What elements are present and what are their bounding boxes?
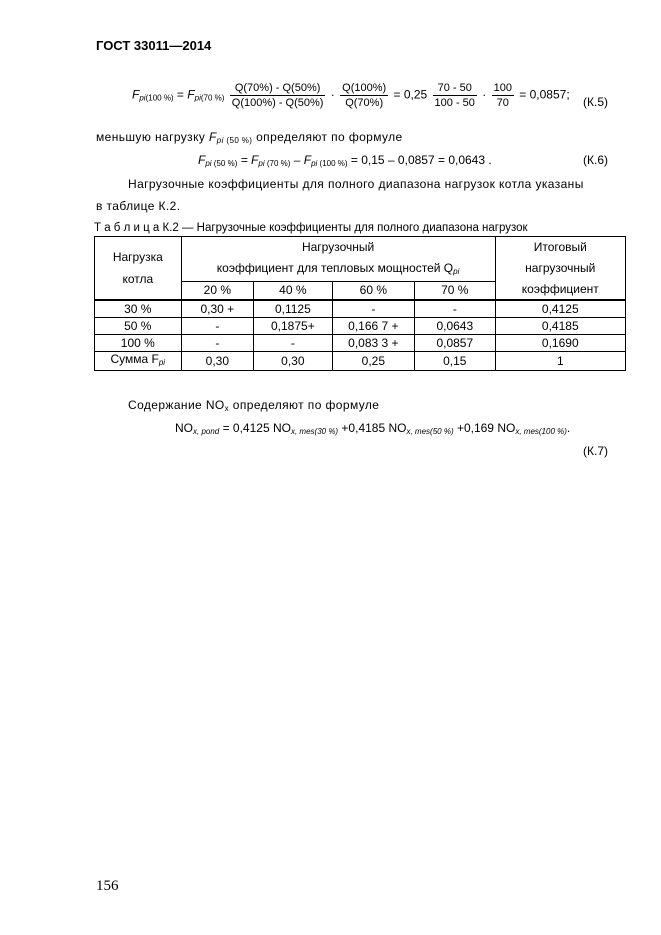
table-row — [95, 300, 626, 318]
fraction-numerator: 70 - 50 — [433, 82, 477, 96]
header-text: Нагрузка — [112, 249, 163, 264]
header-text: нагрузочный — [525, 260, 596, 275]
fraction-numerator: Q(70%) - Q(50%) — [230, 82, 326, 96]
table-row — [95, 318, 626, 335]
table-header-coef-2 — [181, 258, 495, 282]
fraction-denominator: 70 — [496, 97, 509, 109]
fraction-denominator: Q(100%) - Q(50%) — [231, 97, 324, 109]
cell-value: 0,083 3 + — [332, 335, 414, 352]
cell-value: 0,0643 — [415, 318, 496, 335]
fraction-denominator: Q(70%) — [345, 97, 384, 109]
equation-label-k6: (К.6) — [583, 153, 608, 167]
cell-total: 0,4125 — [495, 300, 625, 318]
eq-subscript: (100 %) — [317, 159, 348, 168]
eq-subscript: x, mes(100 %) — [515, 427, 567, 436]
cell-value: 0,0857 — [415, 335, 496, 352]
text-fragment: определяют по формуле — [229, 398, 380, 412]
eq-result: = 0,0857; — [515, 87, 570, 102]
fraction-1 — [230, 82, 326, 109]
col-header: 40 % — [254, 282, 333, 300]
eq-subscript: (100 %) — [145, 93, 174, 103]
eq-subscript: pi — [194, 93, 201, 103]
eq-term: . — [566, 421, 571, 435]
document-header: ГОСТ 33011—2014 — [96, 38, 212, 53]
cell-value: 0,1125 — [254, 300, 333, 318]
header-text: коэффициент для тепловых мощностей Q — [216, 260, 454, 275]
text-fragment: определяют по формуле — [252, 130, 403, 144]
table-row-sum — [95, 352, 626, 371]
eq-operator: = — [173, 87, 188, 102]
cell-total: 0,4185 — [495, 318, 625, 335]
sum-label-text: Сумма F — [110, 352, 159, 366]
header-text: Нагрузочный — [301, 240, 375, 254]
cell-value: 0,30 + — [181, 300, 253, 318]
table-caption: Т а б л и ц а К.2 — Нагрузочные коэффициенты для полного диапазона нагрузок — [94, 222, 528, 234]
cell-load: 100 % — [95, 335, 182, 352]
eq-subscript: pi — [139, 93, 146, 103]
eq-symbol: F — [187, 87, 195, 102]
eq-symbol: F — [209, 130, 217, 144]
equation-k6 — [198, 153, 492, 168]
fraction-denominator: 100 - 50 — [434, 97, 475, 109]
col-header: 60 % — [332, 282, 414, 300]
fraction-numerator: 100 — [493, 82, 512, 94]
eq-operator: = 0,25 — [390, 87, 431, 102]
paragraph-line: в таблице К.2. — [96, 199, 181, 213]
fraction-4 — [492, 82, 514, 109]
cell-sum: 0,25 — [332, 352, 414, 371]
text-line — [96, 130, 403, 145]
eq-subscript: (70 %) — [200, 93, 225, 103]
eq-subscript: (50 %) — [223, 136, 253, 145]
table-header-coef — [181, 237, 495, 259]
cell-sum-total: 1 — [495, 352, 625, 371]
table-header-total — [495, 237, 625, 301]
equation-label-k5: (К.5) — [583, 95, 608, 109]
eq-subscript: x, pond — [193, 427, 220, 436]
eq-term: +0,4185 NO — [338, 421, 407, 435]
header-text: котла — [122, 271, 154, 286]
eq-subscript: (50 %) — [211, 159, 238, 168]
cell-total: 0,1690 — [495, 335, 625, 352]
fraction-2 — [340, 82, 388, 109]
cell-sum: 0,30 — [181, 352, 253, 371]
equation-label-k7: (К.7) — [583, 444, 608, 458]
eq-subscript: pi — [216, 136, 224, 145]
eq-subscript: (70 %) — [264, 159, 291, 168]
eq-symbol: F — [132, 87, 140, 102]
paragraph-line: Нагрузочные коэффициенты для полного диапазона нагрузок котла указаны — [128, 177, 584, 191]
cell-value: - — [254, 335, 333, 352]
text-fragment: Содержание NO — [128, 398, 225, 412]
text-fragment: меньшую нагрузку — [96, 130, 210, 144]
cell-value: - — [181, 335, 253, 352]
cell-value: - — [415, 300, 496, 318]
fraction-3 — [433, 82, 477, 109]
cell-sum-label — [95, 352, 182, 371]
eq-operator: · — [478, 87, 490, 102]
eq-symbol: – F — [290, 153, 312, 167]
table-row — [95, 335, 626, 352]
eq-term: = 0,4125 NO — [219, 421, 291, 435]
page-number: 156 — [96, 878, 119, 894]
cell-load: 50 % — [95, 318, 182, 335]
cell-value: 0,166 7 + — [332, 318, 414, 335]
header-text: Итоговый — [533, 239, 587, 254]
cell-sum: 0,15 — [415, 352, 496, 371]
eq-result: = 0,15 – 0,0857 = 0,0643 . — [347, 153, 492, 167]
cell-value: 0,1875+ — [254, 318, 333, 335]
eq-subscript: pi — [311, 159, 318, 168]
table-k2 — [94, 236, 626, 371]
eq-symbol: = F — [237, 153, 259, 167]
col-header: 70 % — [415, 282, 496, 300]
text-subscript: x — [224, 404, 230, 413]
header-subscript: pi — [453, 266, 460, 276]
eq-subscript: x, mes(50 %) — [406, 427, 454, 436]
col-header: 20 % — [181, 282, 253, 300]
eq-subscript: pi — [205, 159, 212, 168]
eq-symbol: F — [198, 153, 206, 167]
paragraph-line — [128, 398, 379, 413]
eq-subscript: pi — [258, 159, 265, 168]
eq-symbol: NO — [175, 421, 193, 435]
eq-operator: · — [327, 87, 339, 102]
eq-subscript: x, mes(30 %) — [290, 427, 339, 436]
sum-label-subscript: pi — [158, 358, 166, 367]
equation-k5 — [132, 82, 570, 109]
equation-k7 — [175, 421, 570, 436]
header-text: коэффициент — [521, 281, 599, 296]
eq-term: +0,169 NO — [453, 421, 516, 435]
fraction-numerator: Q(100%) — [342, 82, 387, 94]
table-header-load — [95, 237, 182, 301]
cell-load: 30 % — [95, 300, 182, 318]
cell-sum: 0,30 — [254, 352, 333, 371]
cell-value: - — [332, 300, 414, 318]
cell-value: - — [181, 318, 253, 335]
